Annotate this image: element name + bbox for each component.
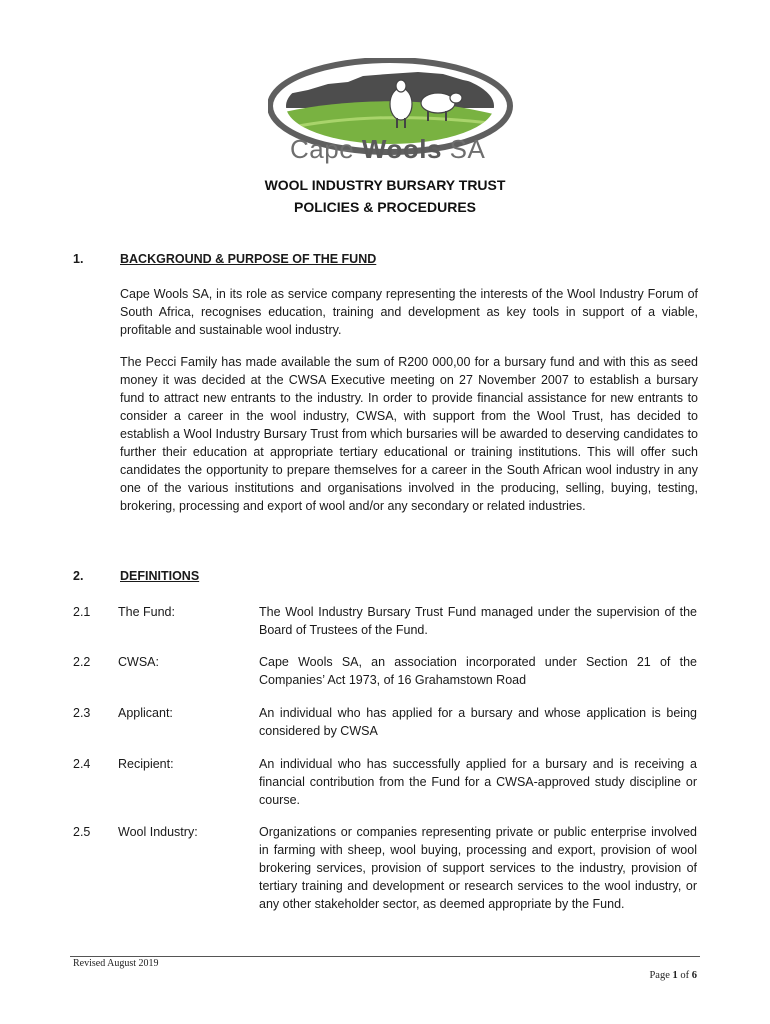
section-1-number: 1. bbox=[73, 252, 84, 266]
definition-number: 2.5 bbox=[73, 825, 91, 839]
revision-note: Revised August 2019 bbox=[73, 958, 159, 969]
definition-term: Recipient: bbox=[118, 757, 174, 771]
definition-text: An individual who has successfully applied for a bursary and is receiving a financial contribution from the Fund for a CWSA-approved study discipline or course. bbox=[259, 757, 697, 807]
section-2-number: 2. bbox=[73, 569, 84, 583]
definition-number: 2.1 bbox=[73, 605, 91, 619]
definition-term: The Fund: bbox=[118, 605, 175, 619]
definition-number: 2.3 bbox=[73, 706, 91, 720]
section-1-heading: BACKGROUND & PURPOSE OF THE FUND bbox=[120, 252, 377, 266]
definition-term: CWSA: bbox=[118, 655, 159, 669]
definition-number: 2.4 bbox=[73, 757, 91, 771]
definition-term: Applicant: bbox=[118, 706, 173, 720]
footer-divider bbox=[70, 956, 700, 957]
definition-term: Wool Industry: bbox=[118, 825, 198, 839]
document-subtitle: POLICIES & PROCEDURES bbox=[293, 199, 477, 215]
definition-number: 2.2 bbox=[73, 655, 91, 669]
section-2-heading: DEFINITIONS bbox=[120, 569, 200, 583]
document-title: WOOL INDUSTRY BURSARY TRUST bbox=[264, 177, 506, 193]
logo-wordmark: Cape Wools SA bbox=[290, 134, 486, 164]
definition-text: Organizations or companies representing private or public enterprise involved in farming with sheep, wool buying, processing and export, provision of wool brokering services, provision of support services to the industry, provision of tertiary training and development or research services to the wool industry, or any other stakeholder sector, as deemed appropriate by the Fund. bbox=[259, 825, 697, 911]
section-1-paragraph-2: The Pecci Family has made available the sum of R200 000,00 for a bursary fund and with this as seed money it was decided at the CWSA Executive meeting on 27 November 2007 to establish a bursary fund to attract new entrants to the industry. In order to provide financial assistance for new entrants to consider a career in the wool industry, CWSA, with support from the Wool Trust, has decided to establish a Wool Industry Bursary Trust from which bursaries will be awarded to deserving candidates to further their education at appropriate tertiary educational or training institutions. This will offer such candidates the opportunity to prepare themselves for a career in the South African wool industry in any one of the various institutions and organisations involved in the producing, selling, buying, testing, brokering, processing and export of wool and/or any secondary or related industries. bbox=[120, 355, 698, 513]
definition-text: The Wool Industry Bursary Trust Fund managed under the supervision of the Board of Trustees of the Fund. bbox=[259, 605, 697, 637]
section-1-paragraph-1: Cape Wools SA, in its role as service company representing the interests of the Wool Industry Forum of South Africa, recognises education, training and development as key tools in support of a viable, profitable and sustainable wool industry. bbox=[120, 287, 698, 337]
definition-text: An individual who has applied for a bursary and whose application is being considered by CWSA bbox=[259, 706, 697, 738]
page-number: Page 1 of 6 bbox=[649, 970, 697, 981]
definition-text: Cape Wools SA, an association incorporated under Section 21 of the Companies’ Act 1973, of 16 Grahamstown Road bbox=[259, 655, 697, 687]
